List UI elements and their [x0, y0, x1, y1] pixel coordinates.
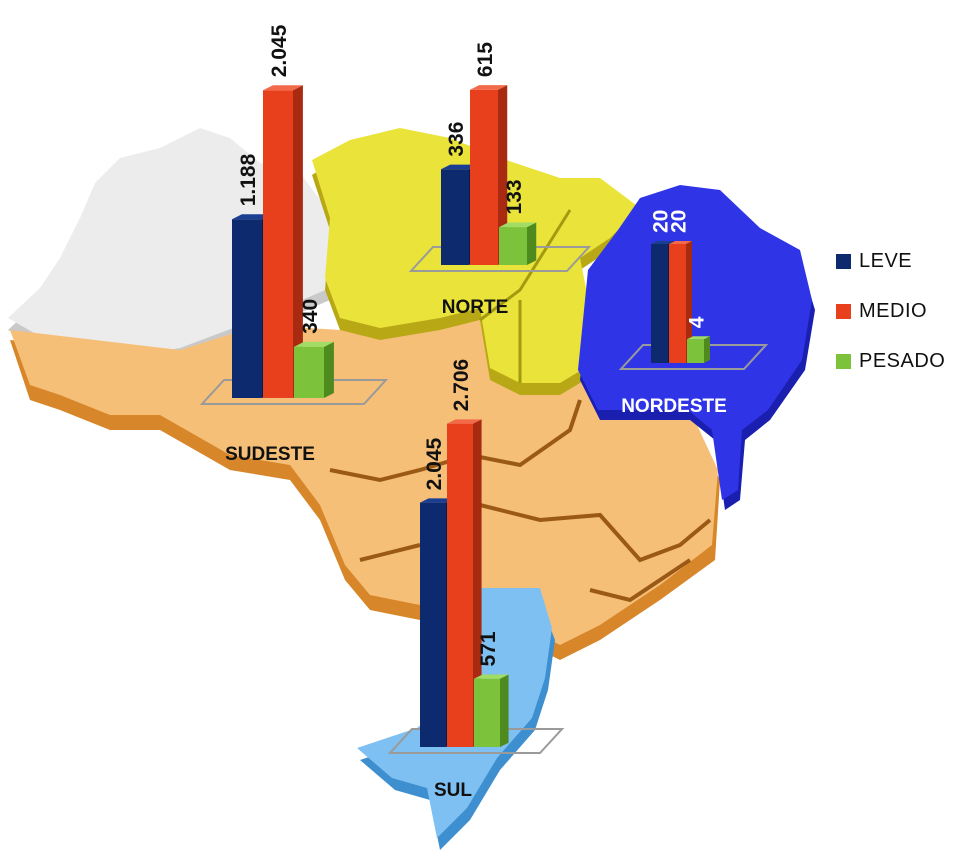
legend-swatch-medio: [836, 304, 851, 319]
region-label-sudeste: SUDESTE: [225, 444, 315, 465]
legend-swatch-leve: [836, 254, 851, 269]
bar-sul-medio: [447, 424, 473, 747]
bar-sudeste-pesado: [294, 347, 324, 398]
legend-label-leve: LEVE: [859, 249, 913, 272]
legend-label-pesado: PESADO: [859, 349, 946, 372]
bar-nordeste-pesado: [687, 339, 704, 363]
legend: [836, 236, 952, 386]
value-label-nordeste-pesado: 4: [685, 316, 709, 329]
value-label-sul-medio: 2.706: [450, 358, 473, 412]
legend-label-medio: MEDIO: [859, 299, 928, 322]
value-label-norte-leve: 336: [445, 121, 468, 157]
value-label-sudeste-leve: 1.188: [237, 153, 260, 207]
value-label-norte-pesado: 133: [503, 179, 526, 215]
bar-norte-medio: [470, 90, 498, 265]
legend-item-leve: [836, 236, 952, 286]
brazil-map: [8, 128, 815, 850]
bar-norte-pesado: [499, 227, 527, 265]
value-label-sudeste-medio: 2.045: [268, 24, 291, 78]
bar-norte-leve: [441, 169, 469, 265]
bar-nordeste-medio: [669, 244, 686, 363]
value-label-sul-leve: 2.045: [423, 437, 446, 491]
value-label-norte-medio: 615: [474, 42, 497, 78]
value-label-sul-pesado: 571: [477, 631, 500, 667]
bar-side-nordeste-pesado: [704, 336, 710, 363]
bar-side-sudeste-pesado: [324, 342, 334, 398]
legend-swatch-pesado: [836, 354, 851, 369]
value-label-nordeste-medio: 20: [667, 209, 691, 233]
region-label-nordeste: NORDESTE: [621, 396, 727, 417]
bar-sudeste-leve: [232, 219, 262, 398]
bar-side-sul-pesado: [500, 674, 509, 747]
bar-nordeste-leve: [651, 244, 668, 363]
legend-item-medio: [836, 286, 952, 336]
region-label-sul: SUL: [434, 780, 472, 801]
bar-side-norte-pesado: [527, 222, 536, 265]
legend-item-pesado: [836, 336, 952, 386]
region-label-norte: NORTE: [441, 297, 509, 318]
bar-sudeste-medio: [263, 90, 293, 398]
bar-sul-leve: [420, 503, 446, 747]
value-label-nordeste-leve: 20: [649, 209, 673, 233]
value-label-sudeste-pesado: 340: [299, 298, 322, 334]
bar-sul-pesado: [474, 679, 500, 747]
